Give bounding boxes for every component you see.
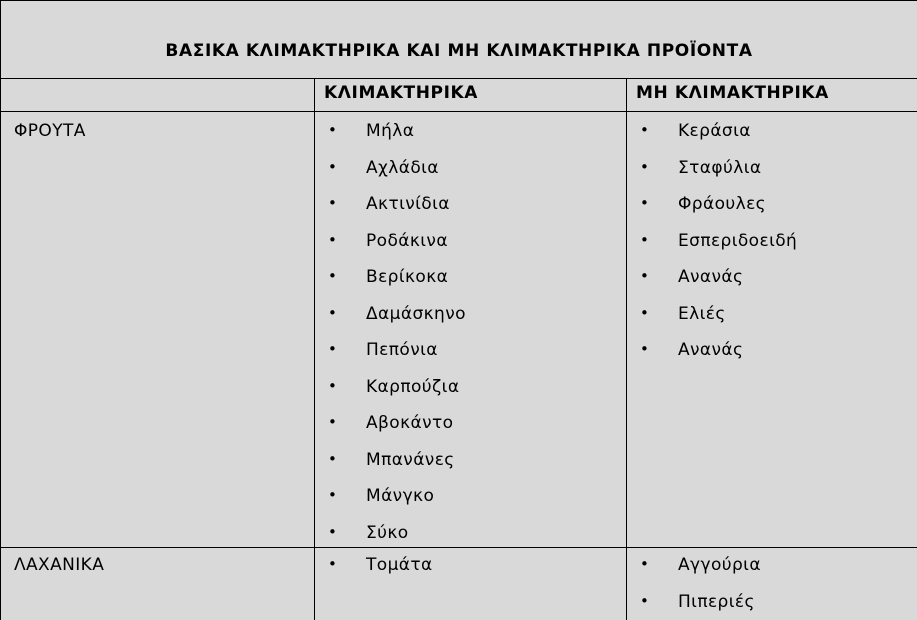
bullet: • <box>640 303 650 322</box>
item-text: Ελιές <box>678 303 726 324</box>
row-divider <box>1 547 917 548</box>
item-text: Αγγούρια <box>678 555 761 575</box>
column-divider-2 <box>626 79 627 620</box>
item-text: Ανανάς <box>678 267 744 287</box>
bullet: • <box>328 555 338 573</box>
item-text: Πιπεριές <box>678 591 755 612</box>
item-text: Σύκο <box>366 522 409 543</box>
bullet: • <box>640 267 650 285</box>
header-non-climacteric: ΜΗ ΚΛΙΜΑΚΤΗΡΙΚΑ <box>636 83 829 103</box>
item-text: Αχλάδια <box>366 157 439 178</box>
bullet: • <box>640 230 650 249</box>
bullet: • <box>328 376 338 395</box>
item-text: Ανανάς <box>678 340 744 360</box>
item-text: Τομάτα <box>366 555 433 575</box>
item-text: Μπανάνες <box>366 449 455 470</box>
item-text: Εσπεριδοειδή <box>678 230 798 251</box>
item-text: Φράουλες <box>678 194 767 214</box>
item-text: Σταφύλια <box>678 157 762 178</box>
bullet: • <box>328 413 338 431</box>
bullet: • <box>328 230 338 249</box>
bullet: • <box>328 486 338 504</box>
item-text: Βερίκοκα <box>366 267 449 287</box>
bullet: • <box>328 157 338 176</box>
item-text: Κεράσια <box>678 121 751 141</box>
item-text: Μάνγκο <box>366 486 435 506</box>
bullet: • <box>328 522 338 541</box>
table-title: ΒΑΣΙΚΑ ΚΛΙΜΑΚΤΗΡΙΚΑ ΚΑΙ ΜΗ ΚΛΙΜΑΚΤΗΡΙΚΑ ΠΡΟΪΟΝΤΑ <box>165 41 753 61</box>
bullet: • <box>328 340 338 358</box>
item-text: Ροδάκινα <box>366 230 448 251</box>
table-title-row <box>1 1 917 79</box>
bullet: • <box>328 449 338 468</box>
item-text: Μήλα <box>366 121 415 141</box>
item-text: Πεπόνια <box>366 340 438 360</box>
row-label-fruits: ΦΡΟΥΤΑ <box>14 121 86 141</box>
item-text: Αβοκάντο <box>366 413 454 433</box>
bullet: • <box>328 267 338 285</box>
header-climacteric: ΚΛΙΜΑΚΤΗΡΙΚΑ <box>324 83 479 103</box>
bullet: • <box>640 121 650 139</box>
column-divider-1 <box>314 79 315 620</box>
bullet: • <box>328 303 338 322</box>
bullet: • <box>640 194 650 212</box>
item-text: Ακτινίδια <box>366 194 450 214</box>
bullet: • <box>640 157 650 176</box>
bullet: • <box>640 555 650 573</box>
header-row-divider <box>1 111 917 112</box>
row-label-vegetables: ΛΑΧΑΝΙΚΑ <box>14 555 105 575</box>
bullet: • <box>640 340 650 358</box>
item-text: Δαμάσκηνο <box>366 303 466 324</box>
bullet: • <box>328 121 338 139</box>
item-text: Καρπούζια <box>366 376 460 397</box>
bullet: • <box>328 194 338 212</box>
bullet: • <box>640 591 650 610</box>
